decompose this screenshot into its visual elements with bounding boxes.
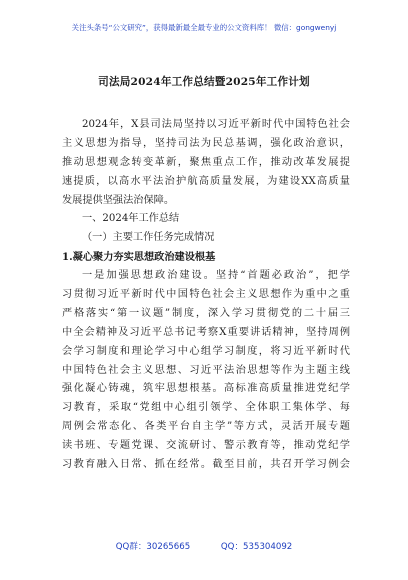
- paragraph-line: 一是加强思想政治建设。坚持“首题必政治”，把学: [82, 270, 350, 282]
- paragraph-line: 主义思想为指导，坚持司法为民总基调，强化政治意识，: [62, 137, 350, 149]
- paragraph-line: 读书班、专题党课、交流研讨、警示教育等，推动党纪学: [62, 440, 350, 452]
- footer-qq: QQ：535304092: [220, 542, 293, 552]
- paragraph-line: 中国特色社会主义思想、习近平法治思想等作为主题主线: [62, 364, 350, 376]
- paragraph-line: 会学习制度和理论学习中心组学习制度，将习近平新时代: [62, 345, 350, 357]
- paragraph-line: 速提质，以高水平法治护航高质量发展，为建设XX高质量: [62, 175, 350, 187]
- section-heading: 一、2024年工作总结: [82, 213, 180, 225]
- footer-contact: [0, 540, 408, 552]
- paragraph-line: 2024年，X县司法局坚持以习近平新时代中国特色社会: [82, 119, 350, 130]
- document-title: 司法局2024年工作总结暨2025年工作计划: [98, 76, 310, 88]
- paragraph-line: 周例会常态化、各类平台自主学”等方式，灵活开展专题: [62, 421, 350, 433]
- footer-qq-group: QQ群：30265665: [115, 542, 191, 552]
- paragraph-line: 习教育融入日常、抓在经常。截至目前，共召开学习例会: [62, 459, 350, 471]
- paragraph-line: 发展提供坚强法治保障。: [62, 194, 175, 206]
- document-body: [62, 116, 350, 475]
- subsection-heading: （一）主要工作任务完成情况: [82, 232, 215, 244]
- paragraph-line: 推动思想观念转变革新，聚焦重点工作，推动改革发展提: [62, 156, 350, 168]
- paragraph-line: 强化凝心铸魂，筑牢思想根基。高标准高质量推进党纪学: [62, 383, 350, 395]
- paragraph-line: 严格落实“第一议题”制度，深入学习贯彻党的二十届三: [62, 307, 350, 319]
- item-heading: 1.凝心聚力夯实思想政治建设根基: [62, 251, 216, 264]
- header-banner: 关注头条号“公文研究”，获得最新最全最专业的公文资料库！ 微信：gongwenyj: [71, 23, 337, 32]
- paragraph-line: 习贯彻习近平新时代中国特色社会主义思想作为重中之重: [62, 289, 350, 301]
- paragraph-line: 中全会精神及习近平总书记考察X重要讲话精神，坚持周例: [62, 326, 350, 338]
- paragraph-line: 习教育，采取“党组中心组引领学、全体职工集体学、每: [62, 402, 350, 414]
